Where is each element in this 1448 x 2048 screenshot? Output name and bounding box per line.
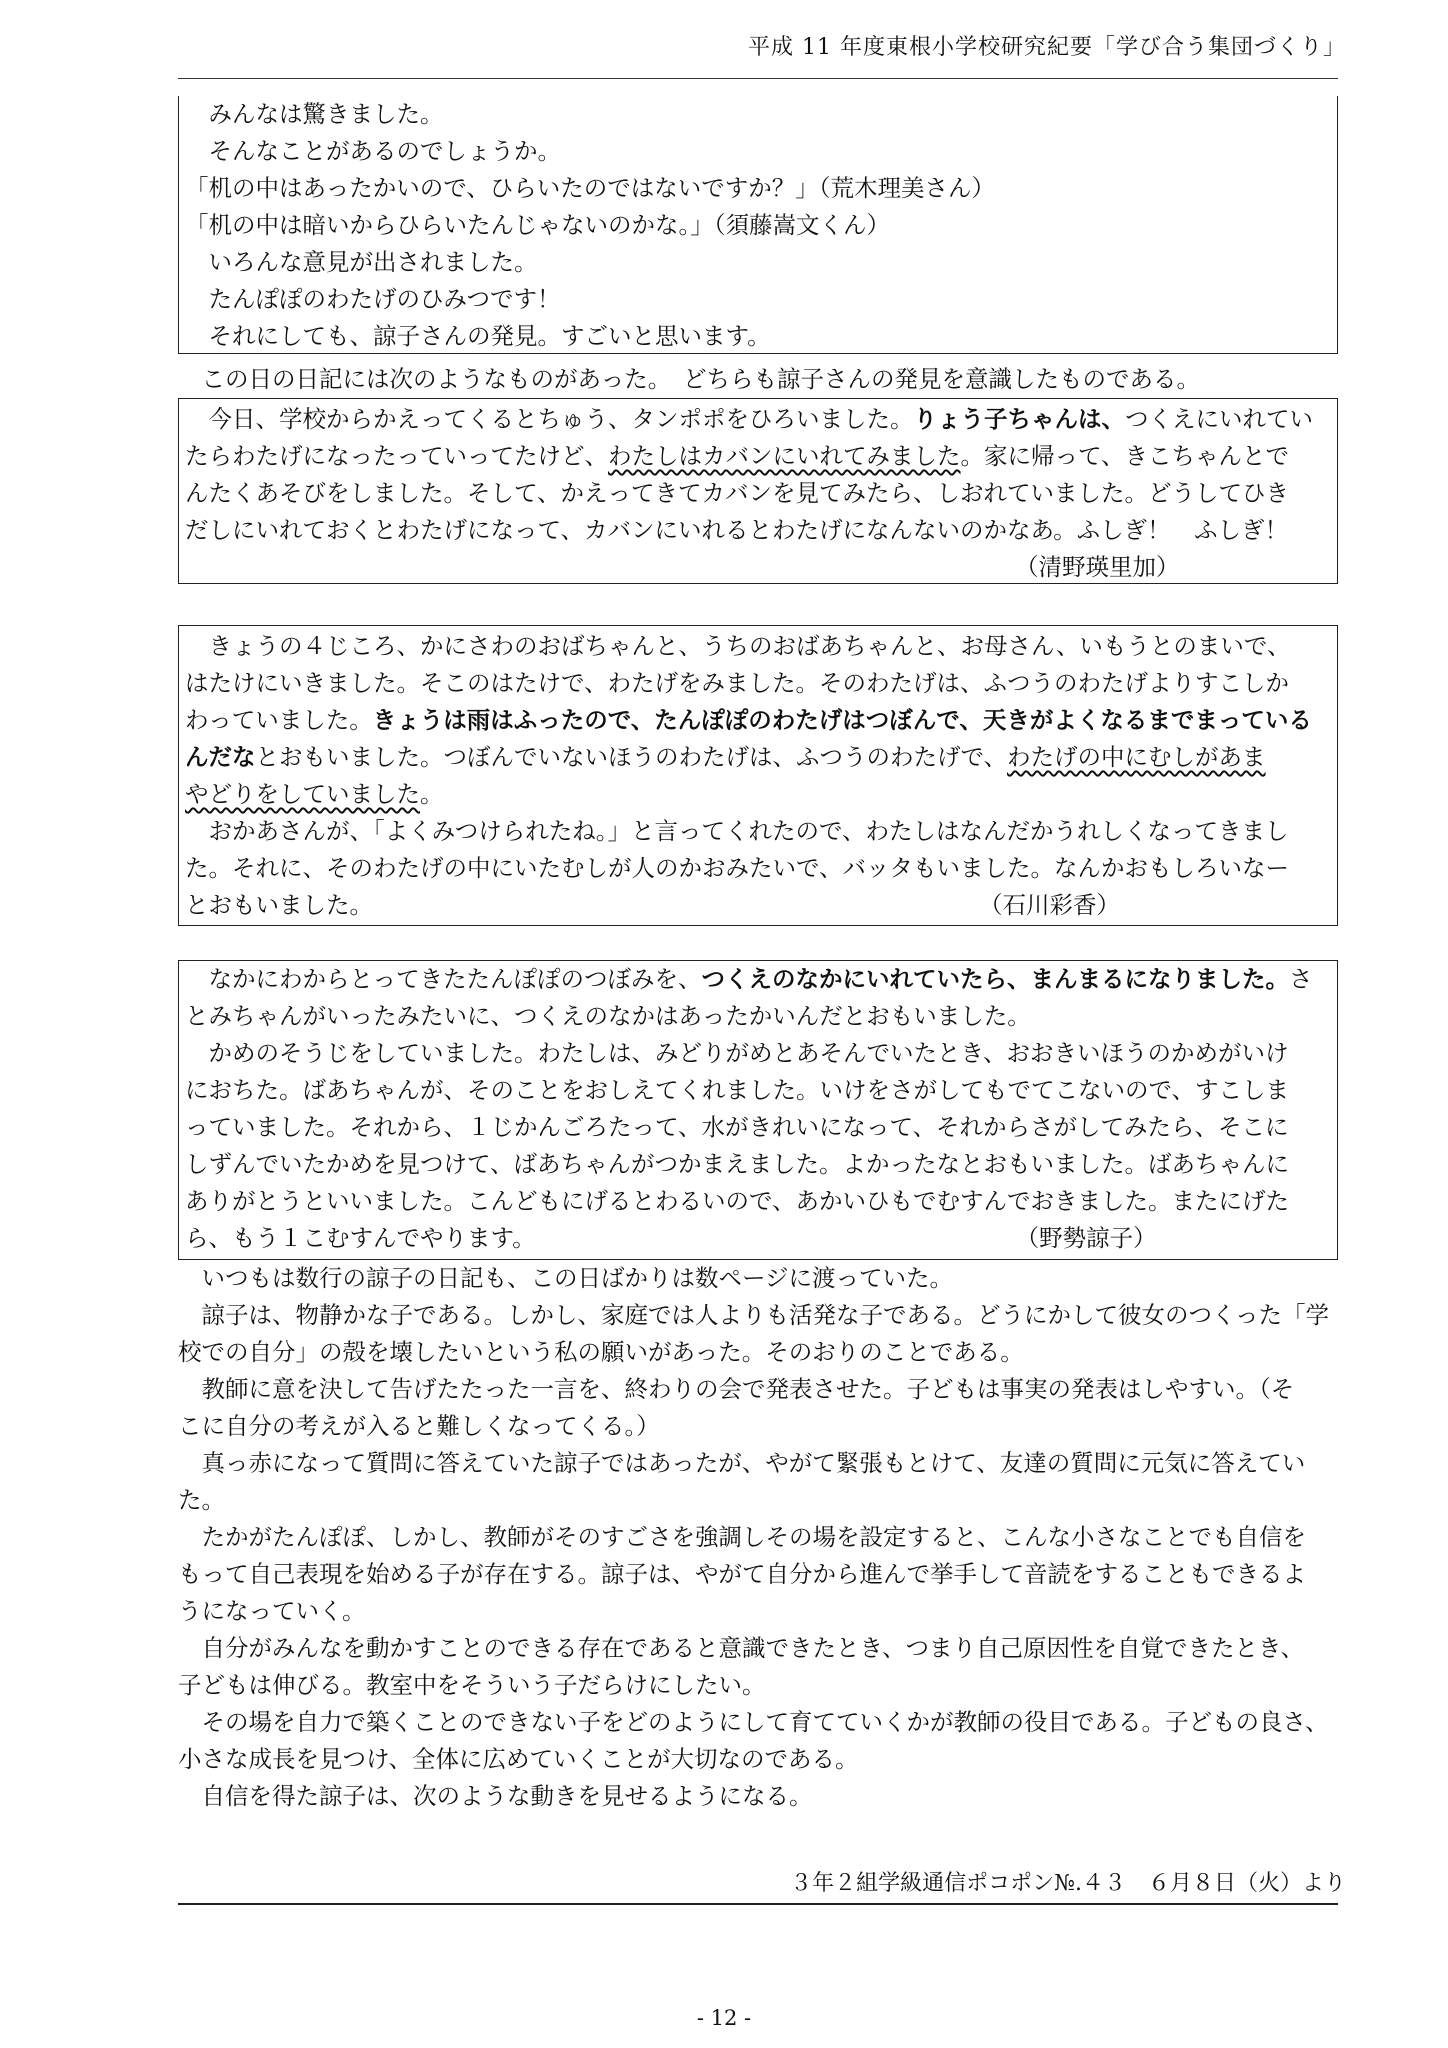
diary-line: ありがとうといいました。こんどもにげるとわるいので、あかいひもでむすんでおきました。またにげた — [185, 1187, 1290, 1215]
diary-author: （野勢諒子） — [1015, 1224, 1157, 1252]
diary-author: （清野瑛里加） — [1015, 553, 1180, 581]
box-line: そんなことがあるのでしょうか。 — [185, 137, 561, 165]
page-header: 平成 11 年度東根小学校研究紀要「学び合う集団づくり」 — [748, 35, 1346, 60]
box-line: いろんな意見が出されました。 — [185, 248, 538, 276]
emphasis-text: りょう子ちゃんは、 — [913, 405, 1125, 433]
prose-line: 自分がみんなを動かすことのできる存在であると意識できたとき、つまり自己原因性を自覚できたとき、 — [178, 1634, 1305, 1662]
box-line: 「机の中はあったかいので、ひらいたのではないですか？」（荒木理美さん） — [185, 174, 996, 202]
prose-line: た。 — [178, 1486, 225, 1514]
text-run: 今日、学校からかえってくるとちゅう、タンポポをひろいました。 — [185, 405, 914, 433]
emphasis-text: きょうは雨はふったので、たんぽぽのわたげはつぼんで、天きがよくなるまでまっている — [372, 706, 1312, 734]
prose-line: いつもは数行の諒子の日記も、この日ばかりは数ページに渡っていた。 — [178, 1264, 954, 1292]
page-number: - 12 - — [696, 2006, 752, 2030]
diary-line: んたくあそびをしました。そして、かえってきてカバンを見てみたら、しおれていました。どうしてひき — [185, 479, 1290, 507]
text-run: 。家に帰って、きこちゃんとで — [960, 442, 1290, 470]
diary-line — [185, 776, 1337, 813]
prose-line: 真っ赤になって質問に答えていた諒子ではあったが、やがて緊張もとけて、友達の質問に元気に答えてい — [178, 1449, 1306, 1477]
text-run: わっていました。 — [185, 706, 373, 734]
box-line: たんぽぽのわたげのひみつです！ — [185, 285, 561, 313]
diary-line: きょうの４じころ、かにさわのおばちゃんと、うちのおばあちゃんと、お母さん、いもうとのまいで、 — [185, 632, 1291, 660]
diary-box-ishikawa — [178, 625, 1338, 926]
text-run: たらわたげになったっていってたけど、 — [185, 442, 608, 470]
text-run: なかにわからとってきたたんぽぽのつぼみを、 — [185, 965, 702, 993]
diary-box-seino — [178, 398, 1338, 584]
diary-line: はたけにいきました。そこのはたけで、わたげをみました。そのわたげは、ふつうのわたげよりすこしか — [185, 669, 1290, 697]
box-line: みんなは驚きました。 — [185, 100, 444, 128]
prose-line: 小さな成長を見つけ、全体に広めていくことが大切なのである。 — [178, 1745, 859, 1773]
text-run: つくえにいれてい — [1125, 405, 1313, 433]
prose-line: うになっていく。 — [178, 1597, 366, 1625]
diary-line: しずんでいたかめを見つけて、ばあちゃんがつかまえました。よかったなとおもいました。ばあちゃんに — [185, 1150, 1290, 1178]
diary-line: っていました。それから、１じかんごろたって、水がきれいになって、それからさがしてみたら、そこに — [185, 1113, 1289, 1141]
diary-line: た。それに、そのわたげの中にいたむしが人のかおみたいで、バッタもいました。なんかおもしろいなー — [185, 854, 1290, 882]
box-line: 「机の中は暗いからひらいたんじゃないのかな。」（須藤嵩文くん） — [185, 211, 890, 239]
prose-line: その場を自力で築くことのできない子をどのようにして育てていくかが教師の役目である。子どもの良さ、 — [178, 1708, 1329, 1736]
text-run: さ — [1289, 965, 1313, 993]
diary-line: だしにいれておくとわたげになって、カバンにいれるとわたげになんないのかなあ。ふしぎ！ ふしぎ！ — [185, 516, 1289, 544]
diary-line — [185, 1220, 1337, 1257]
prose-line: もって自己表現を始める子が存在する。諒子は、やがて自分から進んで挙手して音読をすることもできるよ — [178, 1560, 1306, 1588]
diary-line — [185, 401, 1337, 438]
diary-line: とみちゃんがいったみたいに、つくえのなかはあったかいんだとおもいました。 — [185, 1002, 1031, 1030]
prose-line: 子どもは伸びる。教室中をそういう子だらけにしたい。 — [178, 1671, 766, 1699]
text-run: とおもいました。つぼんでいないほうのわたげは、ふつうのわたげで、 — [255, 743, 1008, 771]
diary-author-line — [185, 549, 1337, 586]
diary-line — [185, 887, 1337, 924]
prose-line: こに自分の考えが入ると難しくなってくる。） — [178, 1412, 660, 1440]
diary-line — [185, 438, 1337, 475]
prose-line: 諒子は、物静かな子である。しかし、家庭では人よりも活発な子である。どうにかして彼女のつくった「学 — [178, 1301, 1330, 1329]
diary-line — [185, 702, 1337, 739]
prose-line: 自信を得た諒子は、次のような動きを見せるようになる。 — [178, 1782, 813, 1810]
diary-line: かめのそうじをしていました。わたしは、みどりがめとあそんでいたとき、おおきいほうのかめがいけ — [185, 1039, 1289, 1067]
text-run: 。 — [420, 780, 444, 808]
underlined-text: やどりをしていました — [185, 780, 420, 808]
intro-text: この日の日記には次のようなものがあった。 どちらも諒子さんの発見を意識したものである。 — [178, 365, 1201, 393]
prose-line: 校での自分」の殻を壊したいという私の願いがあった。そのおりのことである。 — [178, 1338, 1024, 1366]
diary-line: おかあさんが、「よくみつけられたね。」と言ってくれたので、わたしはなんだかうれしくなってきまし — [185, 817, 1289, 845]
source-citation: ３年２組学級通信ポコポン№.４３ ６月８日（火）より — [790, 1871, 1346, 1896]
diary-line: におちた。ばあちゃんが、そのことをおしえてくれました。いけをさがしてもでてこないので、すこしま — [185, 1076, 1290, 1104]
diary-box-nose — [178, 960, 1338, 1260]
text-run: ら、もう１こむすんでやります。 — [185, 1224, 536, 1252]
bottom-rule — [178, 1903, 1338, 1905]
text-run: とおもいました。 — [185, 891, 373, 919]
header-rule — [178, 78, 1338, 79]
emphasis-text: んだな — [185, 743, 256, 771]
box-line: それにしても、諒子さんの発見。すごいと思います。 — [185, 322, 771, 350]
newsletter-excerpt-box — [178, 96, 1338, 354]
underlined-text: わたげの中にむしがあま — [1007, 743, 1266, 771]
body-prose — [178, 1260, 1338, 1815]
prose-line: 教師に意を決して告げたたった一言を、終わりの会で発表させた。子どもは事実の発表はしやすい。（そ — [178, 1375, 1295, 1403]
diary-line — [185, 961, 1337, 998]
diary-line — [185, 739, 1337, 776]
underlined-text: わたしはカバンにいれてみました — [608, 442, 961, 470]
prose-line: たかがたんぽぽ、しかし、教師がそのすごさを強調しその場を設定すると、こんな小さなことでも自信を — [178, 1523, 1306, 1551]
diary-author: （石川彩香） — [979, 891, 1120, 919]
emphasis-text: つくえのなかにいれていたら、まんまるになりました。 — [701, 965, 1290, 993]
